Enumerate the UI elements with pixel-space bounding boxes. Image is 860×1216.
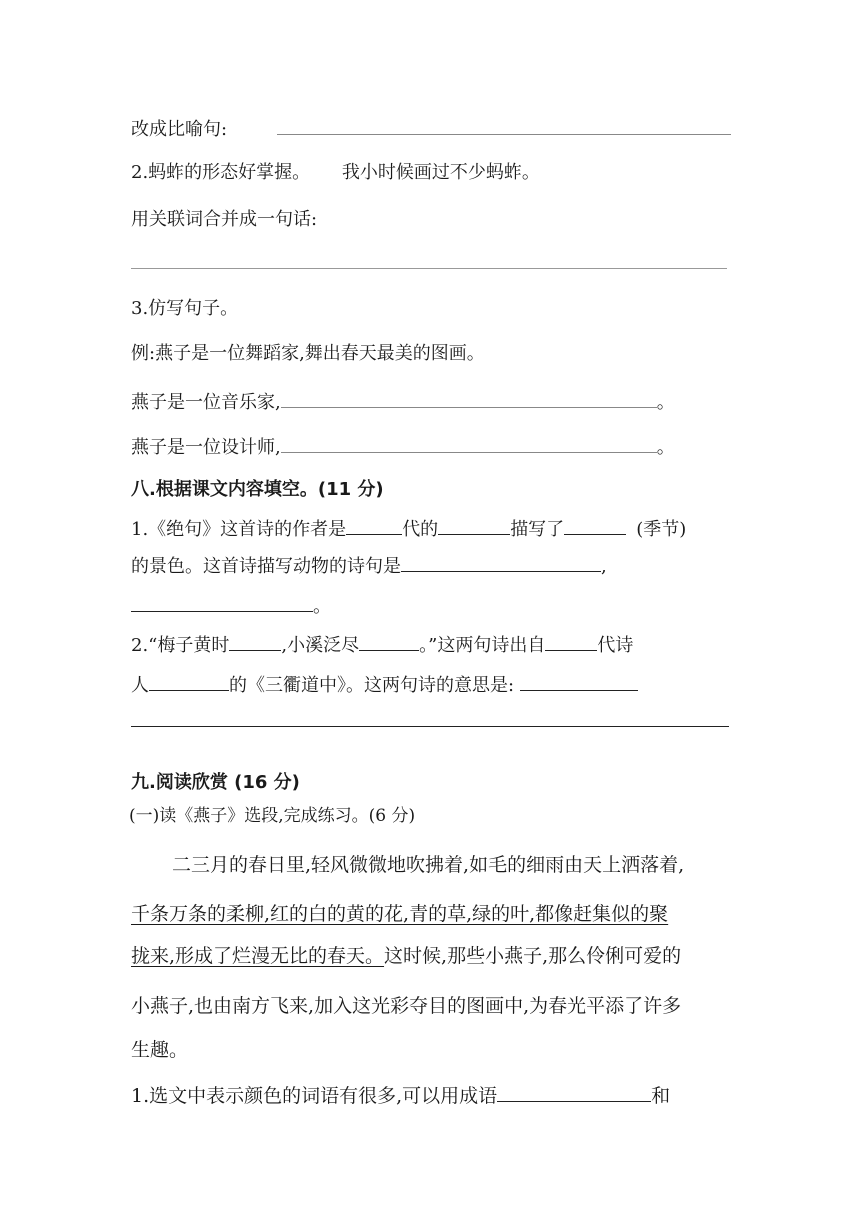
passage-line-3: [131, 943, 681, 969]
section-9-subheading: (一)读《燕子》选段,完成练习。(6 分): [129, 806, 416, 826]
idiom-blank[interactable]: [497, 1081, 651, 1102]
s8-q1-line3: [131, 591, 331, 620]
q2-instruction: 用关联词合并成一句话:: [131, 209, 318, 230]
poem-blank-2[interactable]: [359, 630, 419, 651]
q3-line-musician-prefix: 燕子是一位音乐家,: [131, 392, 281, 413]
text: 人: [131, 675, 149, 696]
period: 。: [656, 392, 675, 413]
text: 描写了: [510, 519, 565, 540]
q3-example: 例:燕子是一位舞蹈家,舞出春天最美的图画。: [131, 343, 485, 364]
q3-musician-blank[interactable]: [281, 387, 657, 408]
text: 代诗: [597, 635, 634, 656]
q2-sentence-b: 我小时候画过不少蚂蚱。: [341, 162, 540, 183]
q3-line-designer: [131, 432, 675, 461]
text: (季节): [636, 519, 687, 540]
q2-line: [131, 160, 540, 186]
text: 1.《绝句》这首诗的作者是: [131, 519, 347, 540]
underlined-text: 拢来,形成了烂漫无比的春天。: [131, 945, 385, 967]
meaning-answer-rule[interactable]: [131, 726, 729, 727]
text: 。”这两句诗出自: [419, 635, 546, 656]
text: ,小溪泛尽: [281, 635, 360, 656]
passage-line-4: 小燕子,也由南方飞来,加入这光彩夺目的图画中,为春光平添了许多: [131, 995, 682, 1017]
q3-line-designer-prefix: 燕子是一位设计师,: [131, 437, 281, 458]
s9-q1-line: [131, 1081, 670, 1109]
passage-line-2: 千条万条的柔柳,红的白的黄的花,青的草,绿的叶,都像赶集似的聚: [131, 903, 669, 925]
period: 。: [313, 596, 331, 617]
author-blank[interactable]: [346, 514, 402, 535]
q2-sentence-a: 2.蚂蚱的形态好掌握。: [131, 162, 311, 183]
text: 和: [651, 1085, 671, 1107]
animal-verse-blank-1[interactable]: [401, 551, 601, 572]
s8-q1-line2: [131, 551, 607, 580]
text: 1.选文中表示颜色的词语有很多,可以用成语: [131, 1085, 498, 1107]
section-9-heading: 九.阅读欣赏 (16 分): [131, 772, 300, 793]
section-8-heading: 八.根据课文内容填空。(11 分): [131, 479, 384, 500]
text: 的《三衢道中》。这两句诗的意思是:: [229, 675, 515, 696]
poem-blank-1[interactable]: [229, 630, 281, 651]
q2-answer-rule[interactable]: [131, 268, 727, 269]
passage-line-5: 生趣。: [131, 1039, 189, 1061]
s8-q2-line2: [131, 670, 638, 699]
simile-label: 改成比喻句:: [131, 119, 228, 140]
q3-title: 3.仿写句子。: [131, 298, 239, 319]
s8-q2-line1: [131, 630, 633, 659]
text: 2.“梅子黄时: [131, 635, 230, 656]
simile-line: [131, 114, 731, 143]
period: 。: [656, 437, 675, 458]
dynasty-blank-2[interactable]: [545, 630, 597, 651]
dynasty-blank[interactable]: [438, 514, 510, 535]
text: 的景色。这首诗描写动物的诗句是: [131, 556, 401, 577]
simile-answer-blank[interactable]: [277, 114, 731, 135]
meaning-blank-1[interactable]: [520, 670, 638, 691]
animal-verse-blank-2[interactable]: [131, 591, 313, 612]
text: 代的: [402, 519, 439, 540]
text: 这时候,那些小燕子,那么伶俐可爱的: [384, 945, 682, 967]
text: ,: [601, 556, 607, 577]
passage-line-1: 二三月的春日里,轻风微微地吹拂着,如毛的细雨由天上洒落着,: [172, 854, 685, 876]
poet-blank[interactable]: [149, 670, 229, 691]
season-blank[interactable]: [564, 514, 626, 535]
q3-line-musician: [131, 387, 675, 416]
q3-designer-blank[interactable]: [281, 432, 657, 453]
s8-q1-line1: [131, 514, 686, 543]
